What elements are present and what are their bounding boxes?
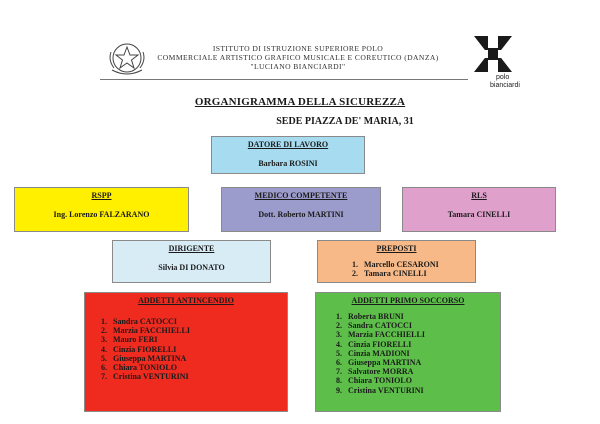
antincendio-list [101, 317, 190, 381]
list-item [336, 312, 425, 321]
box-datore-di-lavoro [211, 136, 365, 174]
list-item [336, 376, 425, 385]
list-item-name: Marcello CESARONI [364, 260, 439, 269]
list-item-number: 1. [336, 312, 342, 321]
list-item [352, 260, 439, 269]
list-item [336, 340, 425, 349]
box-role-label: ADDETTI ANTINCENDIO [138, 296, 234, 305]
soccorso-list [336, 312, 425, 395]
list-item-name: Cinzia FIORELLI [348, 339, 412, 349]
list-item [352, 269, 439, 278]
list-item-number: 8. [336, 376, 342, 386]
list-item-number: 6. [101, 363, 107, 373]
preposti-list [352, 260, 439, 278]
box-person-name: Tamara CINELLI [447, 210, 511, 219]
list-item-name: Sandra CATOCCI [348, 321, 412, 331]
list-item-number: 2. [352, 269, 358, 279]
list-item-name: Marzia FACCHIELLI [113, 326, 190, 336]
list-item-number: 2. [101, 326, 107, 336]
list-item-name: Chiara TONIOLO [113, 363, 177, 373]
box-role-label: DATORE DI LAVORO [247, 140, 329, 149]
box-role-label: RSPP [91, 191, 112, 200]
list-item [101, 335, 190, 344]
box-person-name: Barbara ROSINI [258, 159, 318, 168]
box-rls [402, 187, 556, 232]
list-item-name: Cinzia MADIONI [348, 348, 410, 358]
list-item [101, 345, 190, 354]
box-person-name: Dott. Roberto MARTINI [258, 210, 344, 219]
list-item [101, 354, 190, 363]
list-item-number: 7. [101, 372, 107, 382]
box-role-label: DIRIGENTE [168, 244, 215, 253]
list-item-number: 3. [101, 335, 107, 345]
list-item-name: Giuseppa MARTINA [113, 353, 187, 363]
box-addetti-primo-soccorso [315, 292, 501, 412]
list-item-name: Cristina VENTURINI [113, 372, 189, 382]
box-role-label: RLS [471, 191, 487, 200]
list-item-name: Marzia FACCHIELLI [348, 330, 425, 340]
list-item-number: 5. [336, 348, 342, 358]
list-item-number: 3. [336, 330, 342, 340]
list-item-number: 4. [336, 339, 342, 349]
list-item [336, 321, 425, 330]
list-item-number: 6. [336, 358, 342, 368]
list-item [336, 367, 425, 376]
box-medico-competente [221, 187, 381, 232]
box-dirigente [112, 240, 271, 283]
school-name-line-3: "LUCIANO BIANCIARDI" [250, 62, 346, 71]
list-item-name: Giuseppa MARTINA [348, 358, 422, 368]
list-item-number: 4. [101, 344, 107, 354]
list-item-name: Sandra CATOCCI [113, 317, 177, 326]
school-name-line-1: ISTITUTO DI ISTRUZIONE SUPERIORE POLO [212, 44, 384, 53]
list-item-name: Tamara CINELLI [364, 269, 427, 279]
list-item-number: 9. [336, 385, 342, 395]
list-item-number: 1. [352, 260, 358, 269]
list-item-number: 1. [101, 317, 107, 326]
list-item [336, 358, 425, 367]
box-addetti-antincendio [84, 292, 288, 412]
list-item-name: Mauro FERI [113, 335, 158, 345]
list-item [101, 326, 190, 335]
list-item-name: Salvatore MORRA [348, 367, 414, 377]
box-role-label: ADDETTI PRIMO SOCCORSO [351, 296, 465, 305]
box-preposti [317, 240, 476, 283]
list-item [101, 363, 190, 372]
logo-text-polo: polo [496, 74, 510, 81]
logo-text-bianciardi: bianciardi [490, 82, 520, 89]
box-role-label: PREPOSTI [376, 244, 417, 253]
list-item [336, 349, 425, 358]
box-role-label: MEDICO COMPETENTE [254, 191, 348, 200]
box-person-name: Ing. Lorenzo FALZARANO [53, 210, 150, 219]
list-item [336, 386, 425, 395]
list-item-number: 2. [336, 321, 342, 331]
page-title: ORGANIGRAMMA DELLA SICUREZZA [194, 96, 406, 108]
list-item-number: 5. [101, 353, 107, 363]
logo-text [490, 74, 520, 90]
box-rspp [14, 187, 189, 232]
list-item-name: Chiara TONIOLO [348, 376, 412, 386]
list-item-name: Cinzia FIORELLI [113, 344, 177, 354]
list-item-name: Cristina VENTURINI [348, 385, 424, 395]
header-divider [100, 79, 468, 80]
page-subtitle: SEDE PIAZZA DE' MARIA, 31 [276, 116, 414, 127]
list-item-number: 7. [336, 367, 342, 377]
list-item-name: Roberta BRUNI [348, 312, 404, 321]
list-item [101, 317, 190, 326]
box-person-name: Silvia DI DONATO [158, 263, 225, 272]
list-item [101, 372, 190, 381]
list-item [336, 330, 425, 339]
school-name-line-2: COMMERCIALE ARTISTICO GRAFICO MUSICALE E COREUTICO (DANZA) [157, 53, 439, 62]
